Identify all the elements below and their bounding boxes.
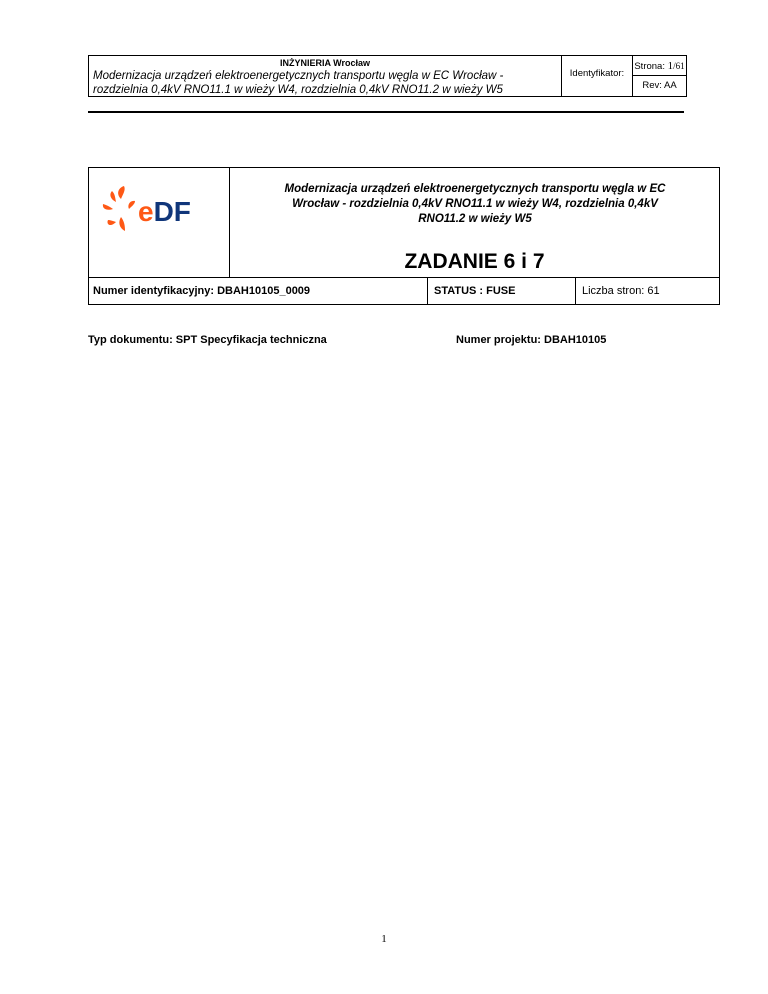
header-document-title-line-2: rozdzielnia 0,4kV RNO11.1 w wieży W4, rozdzielnia 0,4kV RNO11.2 w wieży W5 [93,84,503,96]
cover-info-row [89,277,719,304]
identification-number: Numer identyfikacyjny: DBAH10105_0009 [89,278,428,304]
header-company-name: INŻYNIERIA Wrocław [279,58,370,68]
document-status: STATUS : FUSE [428,278,576,304]
header-title-cell [89,56,562,96]
footer-page-number: 1 [381,933,387,945]
cover-block [88,167,720,305]
header-document-title [93,69,561,97]
header-document-title-line-1: Modernizacja urządzeń elektroenergetycznych transportu węgla w EC Wrocław - [93,70,504,82]
header-page-current: 1 [667,60,674,72]
header-page-cell [633,56,686,96]
cover-title-line-1: Modernizacja urządzeń elektroenergetycznych transportu węgla w EC [284,183,666,195]
running-header-table [88,55,687,97]
header-revision: Rev: AA [642,80,677,91]
header-page-total: /61 [673,61,685,71]
task-title: ZADANIE 6 i 7 [404,250,545,273]
document-type: Typ dokumentu: SPT Specyfikacja techniczna [88,334,327,346]
header-page-indicator [633,56,686,76]
project-number: Numer projektu: DBAH10105 [456,334,607,346]
header-identifier-cell [562,56,633,96]
cover-document-title [240,182,710,227]
edf-logo-text: eDF [138,196,191,227]
cover-title-cell [230,168,719,277]
cover-title-line-2: Wrocław - rozdzielnia 0,4kV RNO11.1 w wieży W4, rozdzielnia 0,4kV [292,198,658,210]
edf-logo [101,184,219,232]
logo-cell [89,168,230,277]
header-page-label: Strona: [634,61,668,72]
cover-title-line-3: RNO11.2 w wieży W5 [418,213,532,225]
header-divider-rule [88,111,684,113]
header-identifier-label: Identyfikator: [569,68,625,79]
page-count: Liczba stron: 61 [582,285,660,297]
